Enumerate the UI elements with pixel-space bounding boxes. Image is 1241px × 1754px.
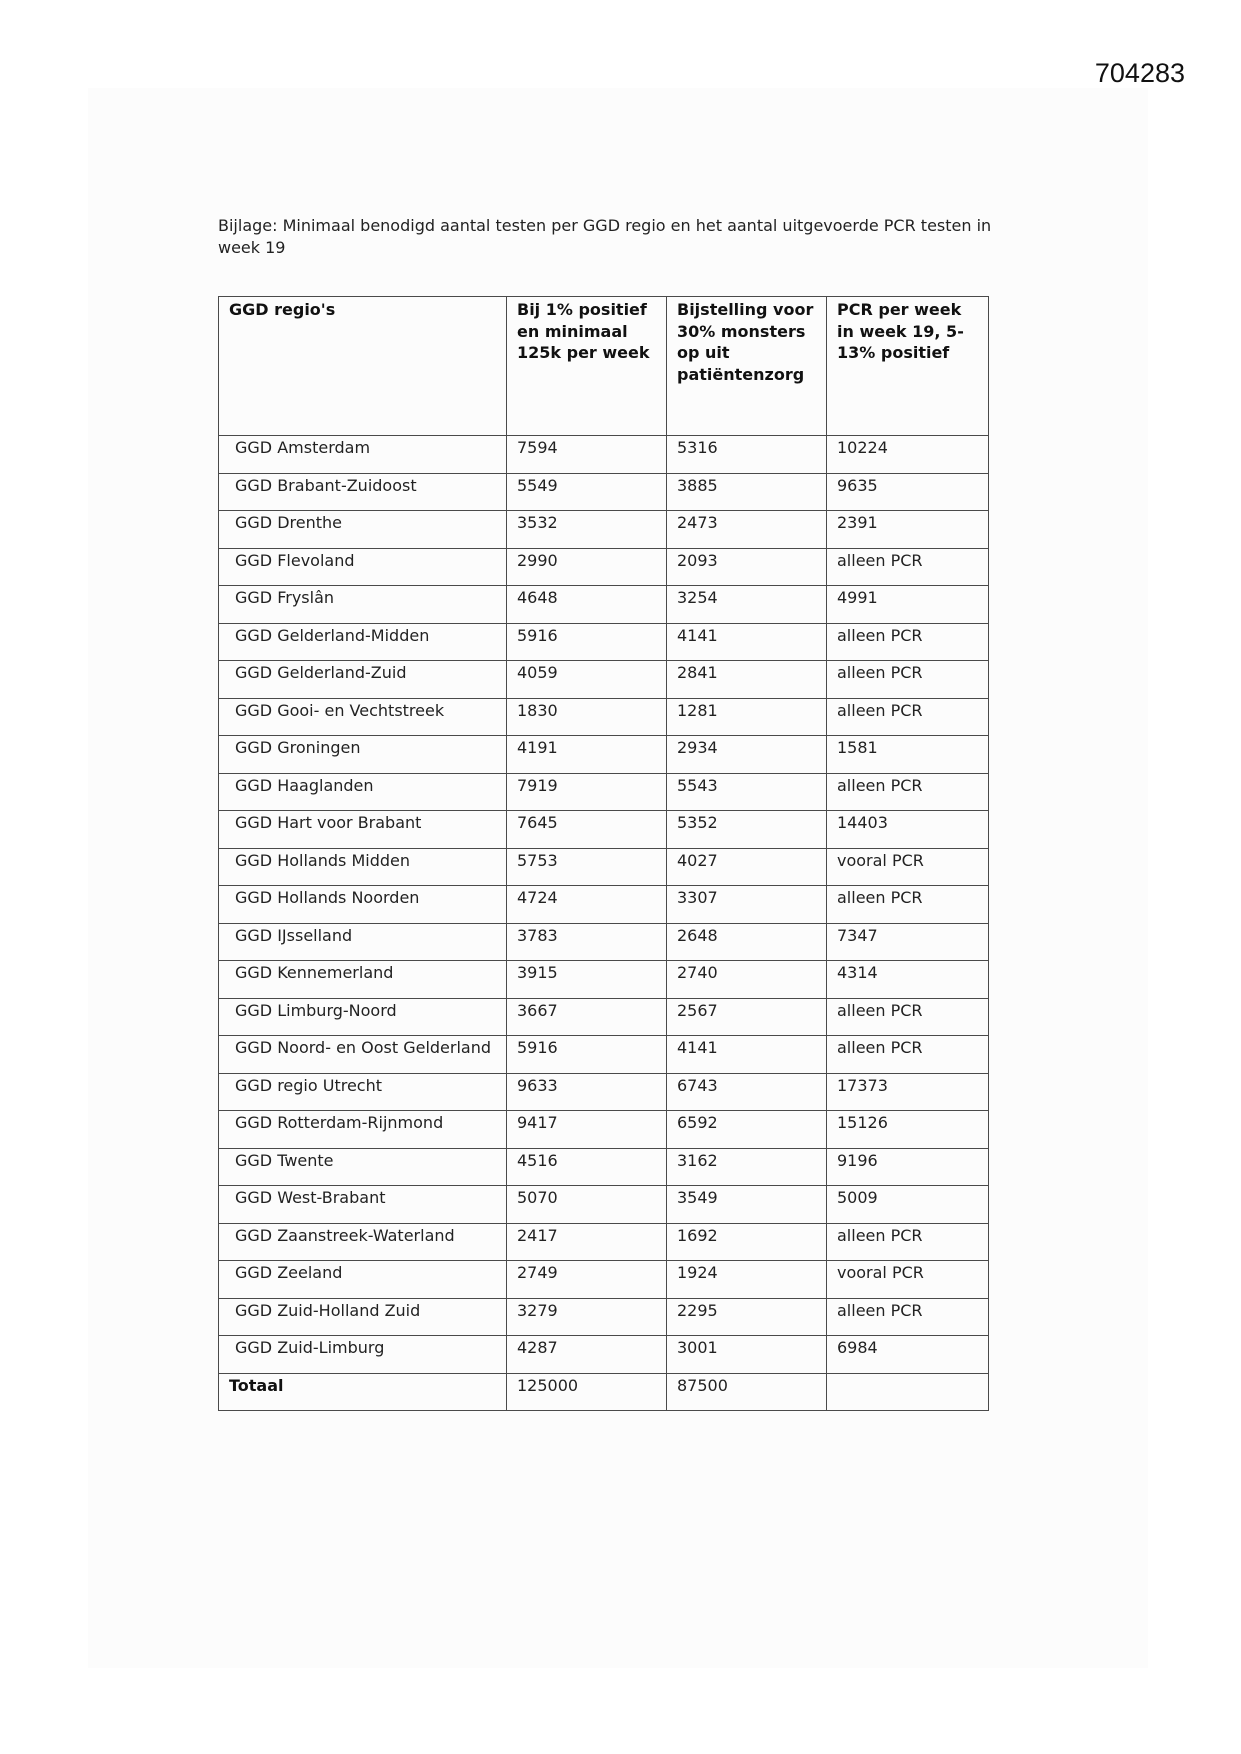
min-tests-value: 4724 [507, 886, 667, 924]
min-tests-value: 9633 [507, 1073, 667, 1111]
min-tests-value: 2749 [507, 1261, 667, 1299]
table-row [219, 773, 989, 811]
pcr-week-19-value: 10224 [827, 436, 989, 474]
pcr-week-19-value: vooral PCR [827, 1261, 989, 1299]
header-ggd-region: GGD regio's [219, 297, 507, 436]
region-name: GGD Gooi- en Vechtstreek [219, 698, 507, 736]
pcr-week-19-value: 4991 [827, 586, 989, 624]
min-tests-value: 9417 [507, 1111, 667, 1149]
table-row [219, 1223, 989, 1261]
pcr-week-19-value: alleen PCR [827, 773, 989, 811]
region-name: GGD Twente [219, 1148, 507, 1186]
region-name: GGD Kennemerland [219, 961, 507, 999]
pcr-week-19-value: alleen PCR [827, 548, 989, 586]
pcr-week-19-value: 17373 [827, 1073, 989, 1111]
min-tests-value: 5549 [507, 473, 667, 511]
table-row [219, 736, 989, 774]
table-row [219, 586, 989, 624]
adjusted-tests-value: 2473 [667, 511, 827, 549]
total-min-tests: 125000 [507, 1373, 667, 1411]
region-name: GGD Groningen [219, 736, 507, 774]
pcr-week-19-value: 7347 [827, 923, 989, 961]
document-number: 704283 [1094, 58, 1185, 88]
total-pcr-week-19 [827, 1373, 989, 1411]
pcr-week-19-value: 9196 [827, 1148, 989, 1186]
header-min-tests: Bij 1% positief en minimaal 125k per week [507, 297, 667, 436]
pcr-week-19-value: alleen PCR [827, 1036, 989, 1074]
table-row [219, 1111, 989, 1149]
min-tests-value: 3783 [507, 923, 667, 961]
region-name: GGD Zeeland [219, 1261, 507, 1299]
region-name: GGD Zuid-Limburg [219, 1336, 507, 1374]
pcr-week-19-value: 9635 [827, 473, 989, 511]
adjusted-tests-value: 1692 [667, 1223, 827, 1261]
region-name: GGD IJsselland [219, 923, 507, 961]
region-name: GGD Drenthe [219, 511, 507, 549]
adjusted-tests-value: 6592 [667, 1111, 827, 1149]
min-tests-value: 3915 [507, 961, 667, 999]
pcr-week-19-value: alleen PCR [827, 1298, 989, 1336]
adjusted-tests-value: 5352 [667, 811, 827, 849]
table-row [219, 848, 989, 886]
adjusted-tests-value: 3549 [667, 1186, 827, 1224]
table-row [219, 623, 989, 661]
table-row [219, 998, 989, 1036]
pcr-week-19-value: alleen PCR [827, 998, 989, 1036]
region-name: GGD West-Brabant [219, 1186, 507, 1224]
total-row [219, 1373, 989, 1411]
pcr-week-19-value: 6984 [827, 1336, 989, 1374]
region-name: GGD Zaanstreek-Waterland [219, 1223, 507, 1261]
adjusted-tests-value: 4141 [667, 1036, 827, 1074]
table-row [219, 1186, 989, 1224]
region-name: GGD Hollands Midden [219, 848, 507, 886]
table-row [219, 1148, 989, 1186]
pcr-week-19-value: alleen PCR [827, 886, 989, 924]
region-name: GGD Gelderland-Zuid [219, 661, 507, 699]
region-name: GGD regio Utrecht [219, 1073, 507, 1111]
total-adjusted-tests: 87500 [667, 1373, 827, 1411]
min-tests-value: 5753 [507, 848, 667, 886]
adjusted-tests-value: 3885 [667, 473, 827, 511]
table-row [219, 473, 989, 511]
adjusted-tests-value: 3254 [667, 586, 827, 624]
min-tests-value: 1830 [507, 698, 667, 736]
pcr-week-19-value: alleen PCR [827, 698, 989, 736]
region-name: GGD Hart voor Brabant [219, 811, 507, 849]
adjusted-tests-value: 4027 [667, 848, 827, 886]
min-tests-value: 4648 [507, 586, 667, 624]
region-name: GGD Brabant-Zuidoost [219, 473, 507, 511]
region-name: GGD Fryslân [219, 586, 507, 624]
min-tests-value: 4059 [507, 661, 667, 699]
table-row [219, 1036, 989, 1074]
min-tests-value: 3532 [507, 511, 667, 549]
table-header-row [219, 297, 989, 436]
table-row [219, 661, 989, 699]
pcr-week-19-value: 14403 [827, 811, 989, 849]
region-name: GGD Haaglanden [219, 773, 507, 811]
table-row [219, 1336, 989, 1374]
min-tests-value: 7919 [507, 773, 667, 811]
table-row [219, 923, 989, 961]
pcr-week-19-value: 1581 [827, 736, 989, 774]
total-label: Totaal [219, 1373, 507, 1411]
pcr-week-19-value: vooral PCR [827, 848, 989, 886]
min-tests-value: 2990 [507, 548, 667, 586]
min-tests-value: 4287 [507, 1336, 667, 1374]
table-row [219, 811, 989, 849]
region-name: GGD Zuid-Holland Zuid [219, 1298, 507, 1336]
region-name: GGD Gelderland-Midden [219, 623, 507, 661]
region-name: GGD Noord- en Oost Gelderland [219, 1036, 507, 1074]
adjusted-tests-value: 5543 [667, 773, 827, 811]
adjusted-tests-value: 2841 [667, 661, 827, 699]
min-tests-value: 3279 [507, 1298, 667, 1336]
table-row [219, 1073, 989, 1111]
min-tests-value: 2417 [507, 1223, 667, 1261]
table-row [219, 548, 989, 586]
region-name: GGD Limburg-Noord [219, 998, 507, 1036]
min-tests-value: 7594 [507, 436, 667, 474]
adjusted-tests-value: 2934 [667, 736, 827, 774]
adjusted-tests-value: 6743 [667, 1073, 827, 1111]
adjusted-tests-value: 2093 [667, 548, 827, 586]
table-row [219, 1261, 989, 1299]
adjusted-tests-value: 2295 [667, 1298, 827, 1336]
table-row [219, 886, 989, 924]
adjusted-tests-value: 1924 [667, 1261, 827, 1299]
pcr-week-19-value: alleen PCR [827, 623, 989, 661]
region-name: GGD Flevoland [219, 548, 507, 586]
table-row [219, 511, 989, 549]
adjusted-tests-value: 3001 [667, 1336, 827, 1374]
adjusted-tests-value: 2567 [667, 998, 827, 1036]
min-tests-value: 4191 [507, 736, 667, 774]
table-row [219, 436, 989, 474]
table-caption: Bijlage: Minimaal benodigd aantal testen per GGD regio en het aantal uitgevoerde PCR testen in week 19 [218, 216, 992, 257]
pcr-week-19-value: alleen PCR [827, 1223, 989, 1261]
min-tests-value: 3667 [507, 998, 667, 1036]
region-name: GGD Amsterdam [219, 436, 507, 474]
region-name: GGD Rotterdam-Rijnmond [219, 1111, 507, 1149]
min-tests-value: 7645 [507, 811, 667, 849]
table-row [219, 698, 989, 736]
pcr-week-19-value: 4314 [827, 961, 989, 999]
table-row [219, 961, 989, 999]
region-name: GGD Hollands Noorden [219, 886, 507, 924]
ggd-test-table [218, 296, 989, 1411]
min-tests-value: 5070 [507, 1186, 667, 1224]
header-pcr-week-19: PCR per week in week 19, 5-13% positief [827, 297, 989, 436]
pcr-week-19-value: 15126 [827, 1111, 989, 1149]
adjusted-tests-value: 2648 [667, 923, 827, 961]
adjusted-tests-value: 5316 [667, 436, 827, 474]
min-tests-value: 4516 [507, 1148, 667, 1186]
adjusted-tests-value: 4141 [667, 623, 827, 661]
min-tests-value: 5916 [507, 1036, 667, 1074]
pcr-week-19-value: 2391 [827, 511, 989, 549]
table-row [219, 1298, 989, 1336]
adjusted-tests-value: 3307 [667, 886, 827, 924]
adjusted-tests-value: 1281 [667, 698, 827, 736]
adjusted-tests-value: 2740 [667, 961, 827, 999]
header-adjusted-tests: Bijstelling voor 30% monsters op uit patiëntenzorg [667, 297, 827, 436]
pcr-week-19-value: alleen PCR [827, 661, 989, 699]
min-tests-value: 5916 [507, 623, 667, 661]
pcr-week-19-value: 5009 [827, 1186, 989, 1224]
adjusted-tests-value: 3162 [667, 1148, 827, 1186]
